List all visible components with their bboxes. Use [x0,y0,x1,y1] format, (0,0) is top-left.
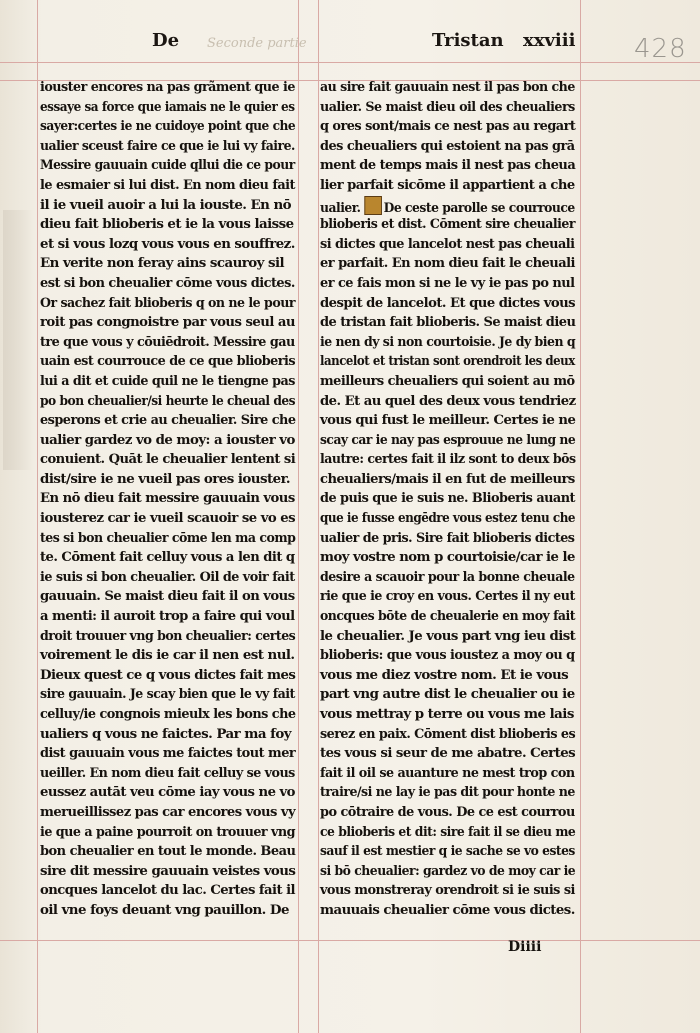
left-column-line: iousterez car ie vueil scauoir se vo es [40,510,295,527]
right-column-line: oncques bōte de cheualerie en moy fait [320,608,575,625]
right-column-line: vous me diez vostre nom. Et ie vous [320,666,569,683]
left-column-line: Messire gauuain cuide qllui die ce pour [40,157,295,174]
right-column-line: meilleurs cheualiers qui soient au mō [320,372,575,389]
folio-number: xxviii [523,30,576,51]
margin-rule [580,0,581,1033]
right-column-line: de tristan fait blioberis. Se maist dieu [320,314,576,331]
left-column-line: Or sachez fait blioberis q on ne le pour [40,294,295,311]
left-column-line: droit trouuer vng bon cheualier: certes [40,627,296,644]
left-column-line: a menti: il auroit trop a faire qui voul [40,608,295,625]
right-column-line: rie que ie croy en vous. Certes il ny eut [320,588,575,605]
right-column-line: despit de lancelot. Et que dictes vous [320,294,576,311]
left-column-line: En nō dieu fait messire gauuain vous [40,490,295,507]
right-column-line: traire/si ne lay ie pas dit pour honte ne [320,784,575,801]
running-head-title: Tristan [432,30,504,51]
margin-rule [298,0,299,1033]
left-column-line: tes si bon cheualier cōme len ma comp [40,529,296,546]
left-column-line: uain est courrouce de ce que blioberis [40,353,296,370]
left-column-line: ualiers q vous ne faictes. Par ma foy [40,725,291,742]
right-column-line: ce blioberis et dit: sire fait il se dieu me [320,823,576,840]
left-column-line: bon cheualier en tout le monde. Beau [40,843,296,860]
left-column-line: po bon cheualier/si heurte le cheual des [40,392,296,409]
left-column-line: et si vous lozq vous vous en souffrez. [40,235,295,252]
left-column-line: ualier sceust faire ce que ie lui vy faire. [40,137,295,154]
right-column-line: mauuais cheualier cōme vous dictes. [320,901,575,918]
right-column-line: lautre: certes fait il ilz sont to deux bōs [320,451,576,468]
margin-rule [0,62,700,63]
left-column-line: est si bon cheualier cōme vous dictes. [40,274,295,291]
running-head-left: De [152,30,180,51]
left-column-line: roit pas congnoistre par vous seul au [40,314,295,331]
right-column-line: moy vostre nom p courtoisie/car ie le [320,549,575,566]
margin-rule [318,0,319,1033]
right-column-line: blioberis: que vous ioustez a moy ou q [320,647,575,664]
left-column-line: lui a dit et cuide quil ne le tiengne pas [40,372,295,389]
left-column-line: il ie vueil auoir a lui la iouste. En nō [40,196,292,213]
right-column-line: cheualiers/mais il en fut de meilleurs [320,470,575,487]
text-column-right [320,78,575,921]
left-column-line: ualier gardez vo de moy: a iouster vo [40,431,295,448]
margin-rule [37,0,38,1033]
right-column-line: au sire fait gauuain nest il pas bon che [320,79,575,95]
right-column-line: tes vous si seur de me abatre. Certes [320,745,576,762]
right-column-line: si bō cheualier: gardez vo de moy car ie [320,862,576,879]
right-column-line: part vng autre dist le cheualier ou ie [320,686,575,703]
left-column-line: merueillissez pas car encores vous vy [40,803,296,820]
left-column-line: sire dit messire gauuain veistes vous [40,862,296,879]
right-column-line: vous mettray p terre ou vous me lais [320,706,574,722]
right-column-line: sauf il est mestier q ie sache se vo estes [320,843,575,860]
right-column-line: desire a scauoir pour la bonne cheuale [320,568,575,585]
left-column-line: ie suis si bon cheualier. Oil de voir fait [40,568,295,585]
left-column-line: En verite non feray ains scauroy sil [40,255,285,272]
right-column-line: des cheualiers qui estoient na pas grā [320,137,575,154]
left-column-line: dieu fait blioberis et ie la vous laisse [40,216,294,233]
left-column-line: conuient. Quāt le cheualier lentent si [40,451,296,468]
left-column-line: le esmaier si lui dist. En nom dieu fait [40,176,295,193]
right-column-line: de puis que ie suis ne. Blioberis auant [320,490,575,507]
left-column-line: gauuain. Se maist dieu fait il on vous [40,588,295,605]
left-column-line: Dieux quest ce q vous dictes fait mes [40,666,296,683]
right-column-line: le cheualier. Je vous part vng ieu dist [320,627,576,644]
right-column-line: vous qui fust le meilleur. Certes ie ne [320,412,576,429]
pencil-page-number: 428 [634,34,687,64]
left-column-line: sire gauuain. Je scay bien que le vy fait [40,686,295,703]
left-column-line: oil vne foys deuant vng pauillon. De [40,901,289,918]
margin-shadow [3,210,33,470]
right-column-line: ualier de pris. Sire fait blioberis dictes [320,529,575,546]
right-column-line: po cōtraire de vous. De ce est courrou [320,803,575,820]
right-column-line: er parfait. En nom dieu fait le cheuali [320,255,575,272]
running-head-faded: Seconde partie [207,36,307,51]
right-column-line: lancelot et tristan sont orendroit les deux [320,353,575,370]
left-column-line: dist gauuain vous me faictes tout mer [40,745,296,762]
left-column-line: ueiller. En nom dieu fait celluy se vous [40,764,295,781]
right-column-line: ment de temps mais il nest pas cheua [320,157,576,174]
left-column-line: ie que a paine pourroit on trouuer vng [40,823,295,840]
right-column-line: fait il oil se auanture ne mest trop con [320,764,575,781]
right-column-line: serez en paix. Cōment dist blioberis es [320,725,576,742]
right-column-line: de. Et au quel des deux vous tendriez [320,392,576,409]
signature-mark: Diiii [508,939,542,955]
right-column-line: scay car ie nay pas esprouue ne lung ne [320,431,576,448]
left-column-line: te. Cōment fait celluy vous a len dit q [40,549,295,566]
left-column-line: eussez autāt veu cōme iay vous ne vo [40,784,295,801]
right-column-line: que ie fusse engēdre vous estez tenu che [320,510,576,527]
right-column-line: ualier. Se maist dieu oil des cheualiers [320,98,575,115]
right-column-line: ualier. De ceste parolle se courrouce [320,196,556,216]
right-column-line: ie nen dy si non courtoisie. Je dy bien q [320,333,576,350]
left-column-line: esperons et crie au cheualier. Sire che [40,412,296,429]
right-column-line: q ores sont/mais ce nest pas au regart [320,118,576,135]
left-column-line: oncques lancelot du lac. Certes fait il [40,882,296,899]
left-column-line: iouster encores na pas grãment que ie [40,79,295,95]
left-column-line: tre que vous y cōuiēdroit. Messire gau [40,333,295,350]
left-column-line: essaye sa force que iamais ne le quier es [40,98,295,115]
right-column-line: er ce fais mon si ne le vy ie pas po nul [320,274,575,291]
left-column-line: sayer:certes ie ne cuidoye point que che [40,118,296,135]
left-column-line: celluy/ie congnois mieulx les bons che [40,706,296,722]
decorated-initial-icon [364,196,382,215]
right-column-line: blioberis et dist. Cōment sire cheualier [320,216,576,233]
right-column-line: vous monstreray orendroit si ie suis si [320,882,575,899]
margin-rule [0,940,700,941]
right-column-line: lier parfait sicōme il appartient a che [320,176,575,193]
left-column-line: voirement le dis ie car il nen est nul. [40,647,295,664]
left-column-line: dist/sire ie ne vueil pas ores iouster. [40,470,290,487]
right-column-line: si dictes que lancelot nest pas cheuali [320,235,575,252]
text-column-left [40,78,295,921]
